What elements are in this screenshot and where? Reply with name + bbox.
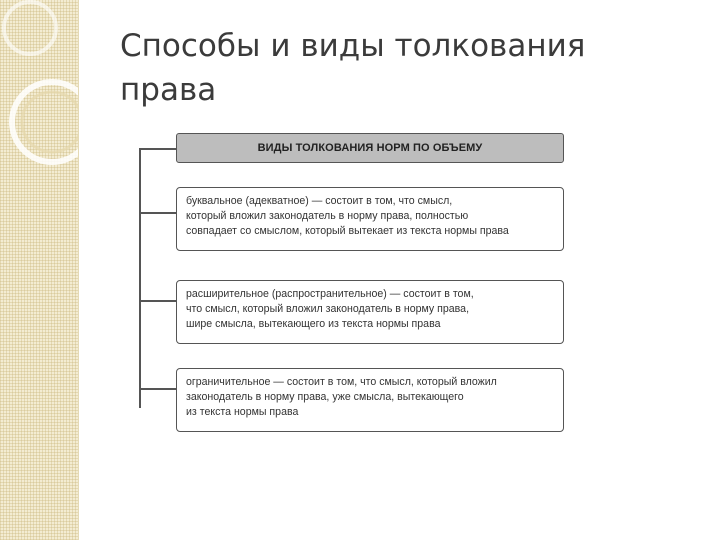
branch-header xyxy=(139,148,176,150)
branch-item-1 xyxy=(139,212,176,214)
item-text-line: ограничительное — состоит в том, что смысл, который вложил xyxy=(186,376,497,388)
diagram-header: ВИДЫ ТОЛКОВАНИЯ НОРМ ПО ОБЪЕМУ xyxy=(176,133,564,163)
item-text-line: законодатель в норму права, уже смысла, вытекающего xyxy=(186,391,464,403)
item-extensive xyxy=(176,280,564,344)
item-restrictive xyxy=(176,368,564,432)
item-text-line: что смысл, который вложил законодатель в норму права, xyxy=(186,303,470,315)
item-literal xyxy=(176,187,564,251)
item-text-line: совпадает со смыслом, который вытекает из текста нормы права xyxy=(186,225,509,237)
item-text-line: расширительное (распространительное) — состоит в том, xyxy=(186,288,474,300)
item-text-line: буквальное (адекватное) — состоит в том, что смысл, xyxy=(186,195,453,207)
item-text-line: который вложил законодатель в норму права, полностью xyxy=(186,210,469,222)
item-text-line: шире смысла, вытекающего из текста нормы права xyxy=(186,318,441,330)
branch-item-2 xyxy=(139,300,176,302)
branch-item-3 xyxy=(139,388,176,390)
slide-title: Способы и виды толкования права xyxy=(120,28,586,108)
item-text-line: из текста нормы права xyxy=(186,406,299,418)
diagram-spine xyxy=(139,148,141,408)
